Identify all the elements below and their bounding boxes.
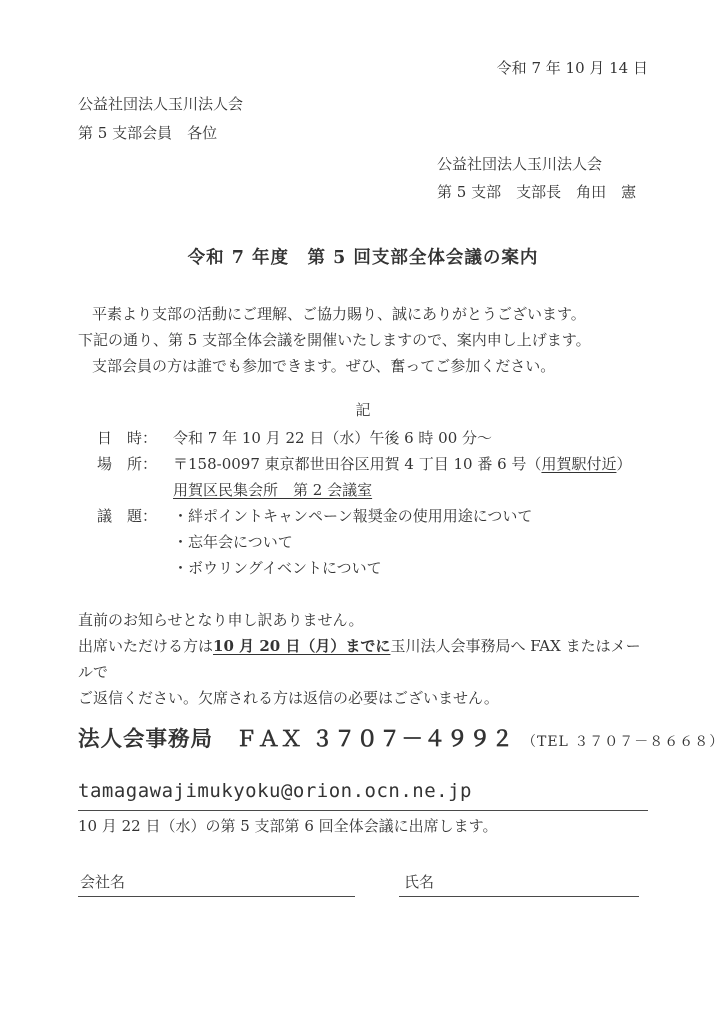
- place-label: 場 所：: [97, 455, 158, 473]
- agenda-item: ・ボウリングイベントについて: [173, 559, 382, 577]
- reply-instruction-line: [78, 633, 648, 685]
- reply-prefix: 出席いただける方は: [78, 637, 214, 655]
- agenda-item-row: [173, 529, 648, 555]
- fax-number: 法人会事務局 ＦＡＸ ３７０７－４９９２: [78, 727, 514, 752]
- record-marker: 記: [355, 401, 371, 419]
- meeting-details: [78, 425, 648, 581]
- place-address-prefix: 〒158-0097 東京都世田谷区用賀 4 丁目 10 番 6 号（: [173, 455, 542, 473]
- sender-person: 第 5 支部 支部長 角田 憲: [437, 183, 637, 201]
- attendance-statement: 10 月 22 日（水）の第 5 支部第 6 回全体会議に出席します。: [78, 817, 498, 835]
- greeting-line: 平素より支部の活動にご理解、ご協力賜り、誠にありがとうございます。: [92, 305, 586, 323]
- place-row: [78, 451, 648, 477]
- person-name-label: 氏名: [404, 873, 435, 891]
- recipient-members: 第 5 支部会員 各位: [78, 124, 218, 142]
- greeting-paragraph: [78, 301, 648, 379]
- issue-date: 令和 7 年 10 月 14 日: [496, 59, 648, 77]
- tel-number: （TEL ３７０７－８６６８）: [522, 734, 724, 750]
- datetime-row: [78, 425, 648, 451]
- greeting-line: 下記の通り、第 5 支部全体会議を開催いたしますので、案内申し上げます。: [78, 331, 591, 349]
- agenda-item: ・絆ポイントキャンペーン報奨金の使用用途について: [173, 507, 533, 525]
- place-address: [173, 451, 631, 477]
- greeting-line: 支部会員の方は誰でも参加できます。ぜひ、奮ってご参加ください。: [92, 357, 556, 375]
- email-address: tamagawajimukyoku@orion.ocn.ne.jp: [78, 780, 472, 802]
- reply-deadline: 10 月 20 日（月）までに: [213, 637, 391, 655]
- person-name-field: [399, 872, 639, 897]
- fax-contact-line: [78, 725, 724, 757]
- place-address-suffix: ）: [616, 455, 632, 473]
- divider-rule: [78, 810, 648, 811]
- place-address-station: 用賀駅付近: [541, 455, 617, 473]
- sender-block: [437, 150, 648, 206]
- reply-suffix: 玉川法人会事務局へ FAX またはメールで: [78, 637, 641, 681]
- sender-org: 公益社団法人玉川法人会: [437, 155, 603, 173]
- reply-instruction-line2: ご返信ください。欠席される方は返信の必要はございません。: [78, 689, 499, 707]
- place-venue-row: [173, 477, 648, 503]
- recipient-org: 公益社団法人玉川法人会: [78, 95, 244, 113]
- agenda-item-row: [173, 555, 648, 581]
- datetime-value: 令和 7 年 10 月 22 日（水）午後 6 時 00 分～: [173, 429, 493, 447]
- place-venue: 用賀区民集会所 第 2 会議室: [173, 481, 373, 499]
- closing-paragraph: [78, 607, 648, 711]
- document-title: 令和 7 年度 第 5 回支部全体会議の案内: [187, 248, 539, 268]
- company-name-label: 会社名: [80, 873, 126, 891]
- company-name-field: [78, 872, 355, 897]
- agenda-label: 議 題：: [97, 507, 158, 525]
- datetime-label: 日 時：: [97, 429, 158, 447]
- apology-line: 直前のお知らせとなり申し訳ありません。: [78, 611, 364, 629]
- agenda-row: [78, 503, 648, 529]
- agenda-item: ・忘年会について: [173, 533, 293, 551]
- reply-form-fields: [78, 872, 648, 897]
